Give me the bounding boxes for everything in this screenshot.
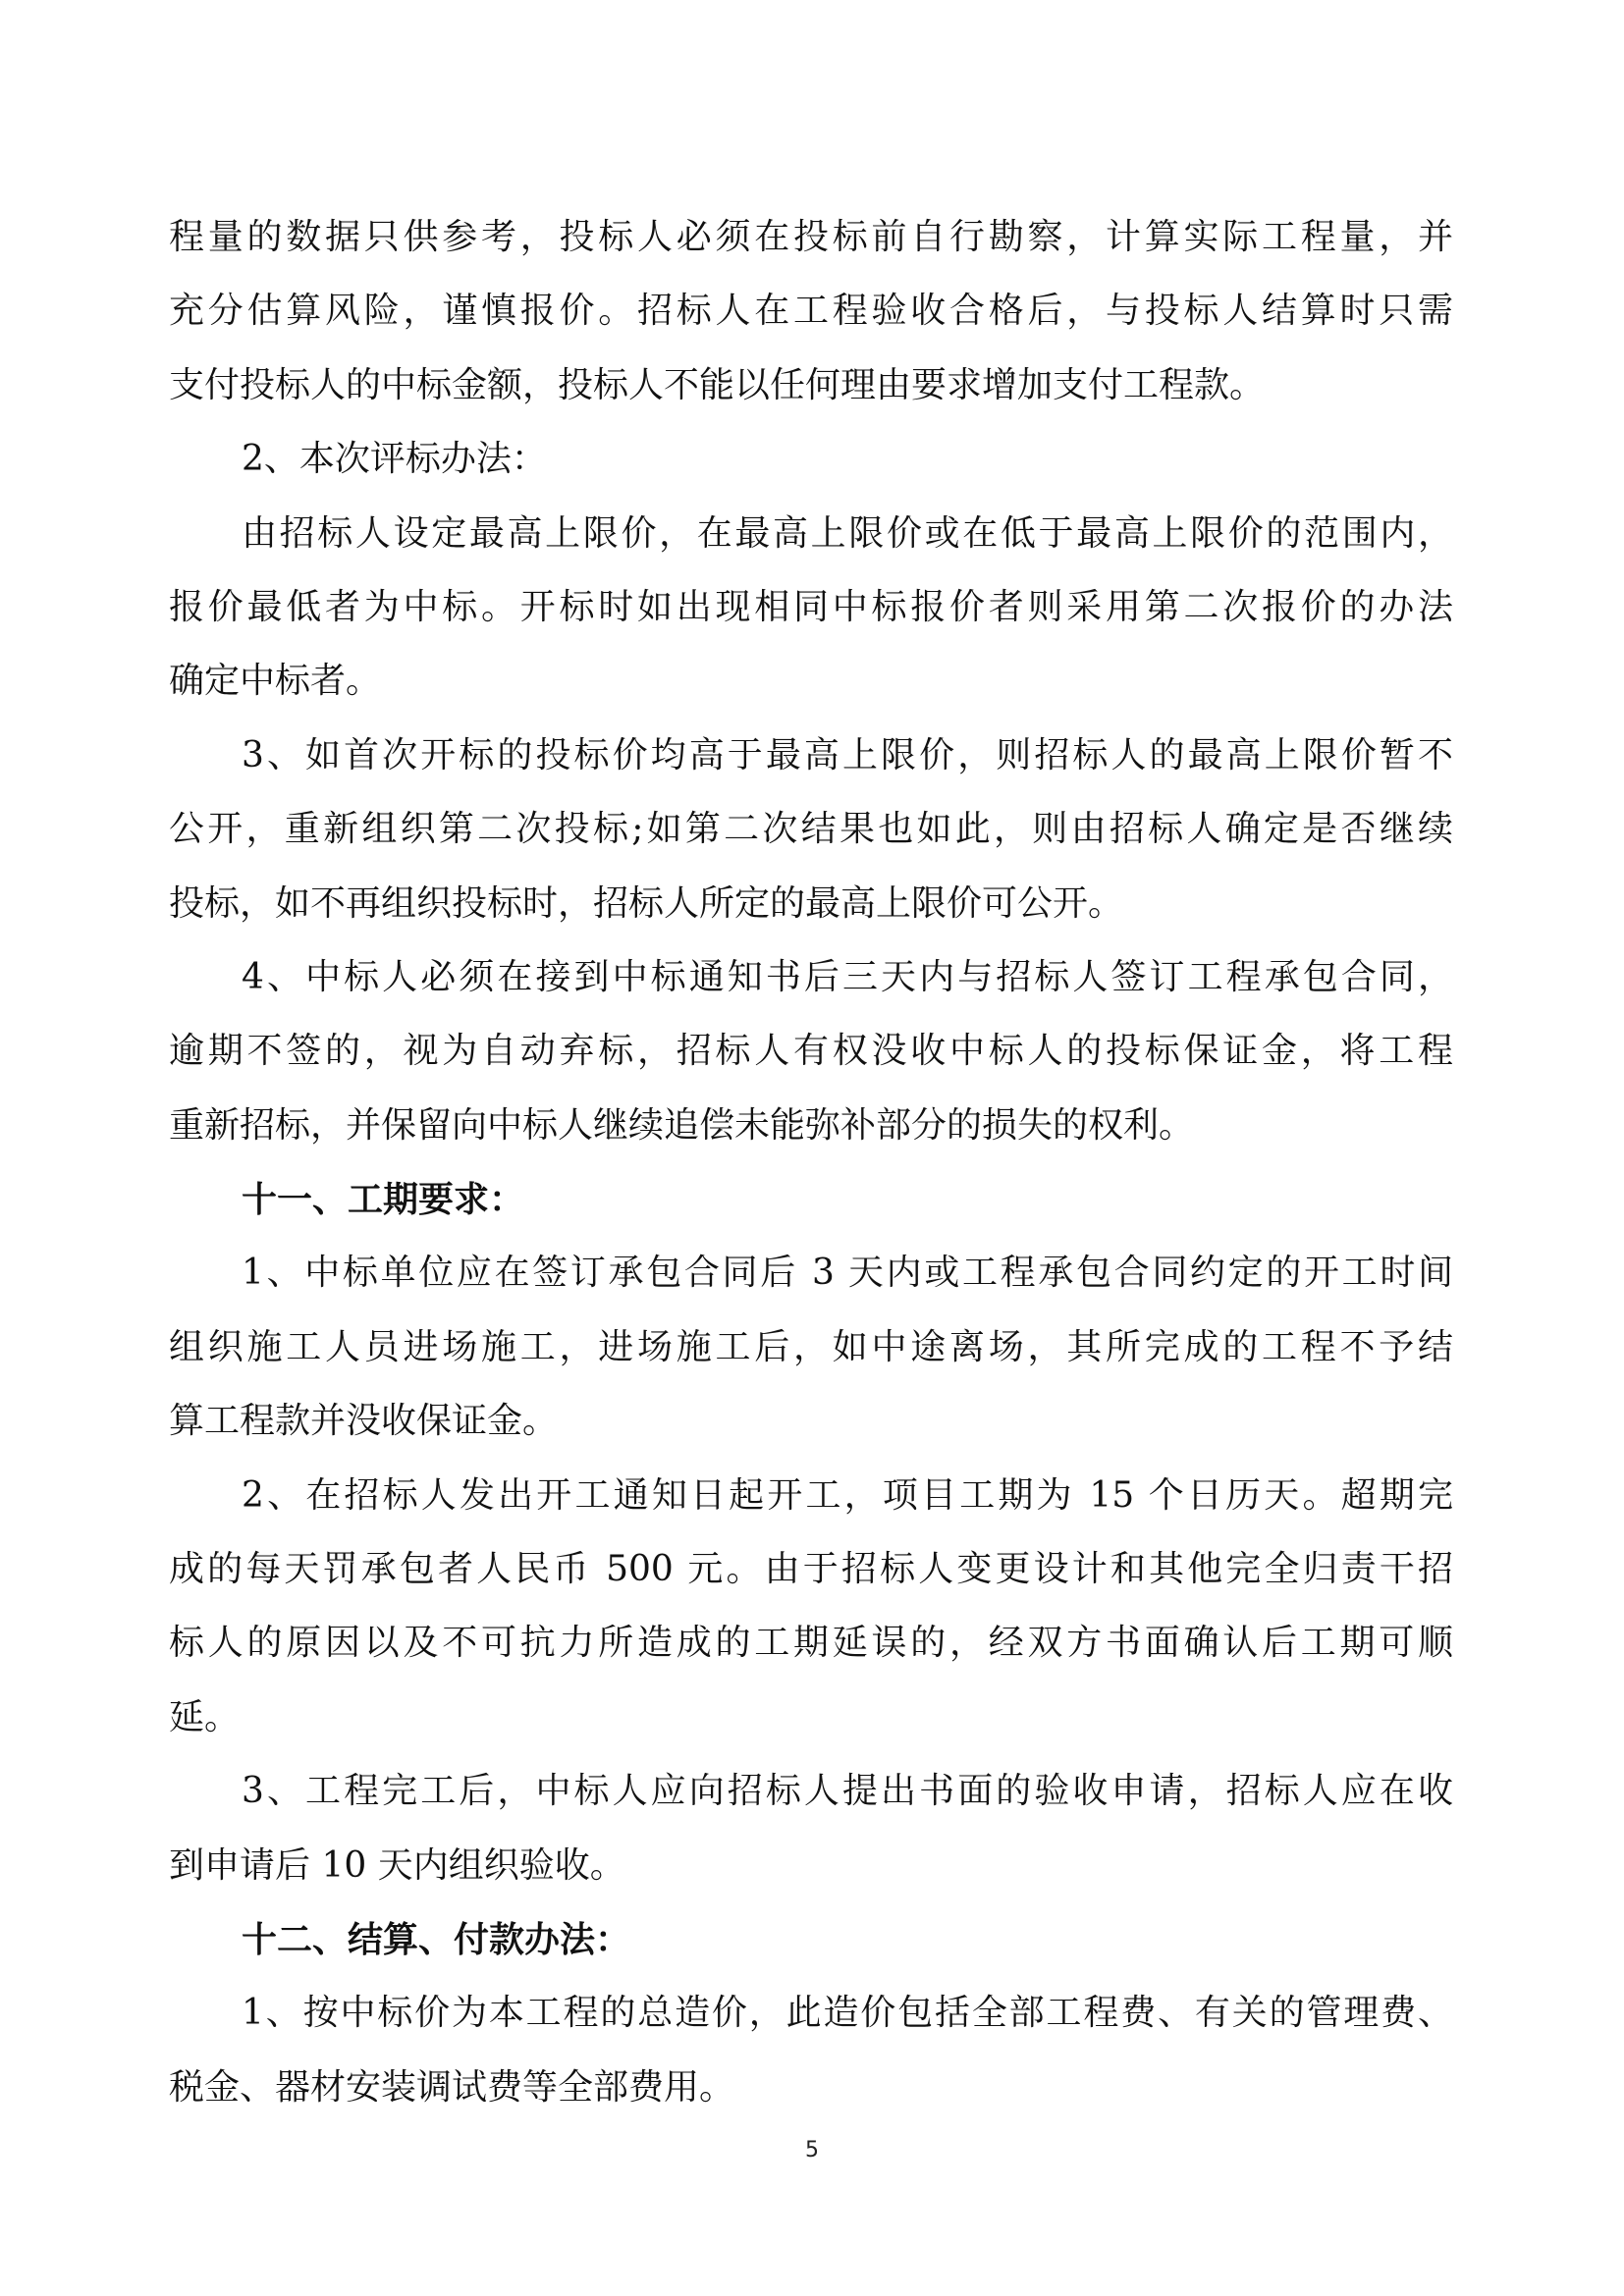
text-line: 投标，如不再组织投标时，招标人所定的最高上限价可公开。 — [169, 882, 1124, 924]
text-line: 4、中标人必须在接到中标通知书后三天内与招标人签订工程承包合同， — [242, 956, 1453, 997]
document-body — [169, 208, 1453, 2132]
text-line: 标人的原因以及不可抗力所造成的工期延误的，经双方书面确认后工期可顺 — [169, 1623, 1453, 1664]
text-line: 算工程款并没收保证金。 — [169, 1401, 559, 1442]
text-line: 报价最低者为中标。开标时如出现相同中标报价者则采用第二次报价的办法 — [169, 586, 1453, 627]
section-heading: 十二、结算、付款办法： — [242, 1918, 631, 1960]
text-line: 成的每天罚承包者人民币 500 元。由于招标人变更设计和其他完全归责干招 — [169, 1549, 1453, 1590]
text-line: 程量的数据只供参考，投标人必须在投标前自行勘察，计算实际工程量，并 — [169, 217, 1453, 257]
page-number: 5 — [805, 2138, 819, 2163]
text-line: 2、在招标人发出开工通知日起开工，项目工期为 15 个日历天。超期完 — [242, 1474, 1453, 1516]
text-line: 1、中标单位应在签订承包合同后 3 天内或工程承包合同约定的开工时间 — [242, 1253, 1453, 1294]
text-line: 税金、器材安装调试费等全部费用。 — [169, 2066, 735, 2108]
text-line: 组织施工人员进场施工，进场施工后，如中途离场，其所完成的工程不予结 — [169, 1326, 1453, 1367]
text-line: 重新招标，并保留向中标人继续追偿未能弥补部分的损失的权利。 — [169, 1104, 1195, 1146]
text-line: 2、本次评标办法： — [242, 439, 547, 480]
text-line: 公开，重新组织第二次投标;如第二次结果也如此，则由招标人确定是否继续 — [169, 809, 1453, 850]
text-line: 到申请后 10 天内组织验收。 — [169, 1844, 625, 1886]
text-line: 确定中标者。 — [169, 661, 382, 702]
text-line: 3、如首次开标的投标价均高于最高上限价，则招标人的最高上限价暂不 — [242, 734, 1453, 775]
section-heading: 十一、工期要求： — [242, 1179, 525, 1221]
text-line: 逾期不签的，视为自动弃标，招标人有权没收中标人的投标保证金，将工程 — [169, 1031, 1453, 1072]
text-line: 3、工程完工后，中标人应向招标人提出书面的验收申请，招标人应在收 — [242, 1771, 1453, 1812]
text-line: 延。 — [169, 1696, 241, 1737]
text-line: 充分估算风险，谨慎报价。招标人在工程验收合格后，与投标人结算时只需 — [169, 291, 1453, 332]
text-line: 1、按中标价为本工程的总造价，此造价包括全部工程费、有关的管理费、 — [242, 1993, 1453, 2034]
text-line: 支付投标人的中标金额，投标人不能以任何理由要求增加支付工程款。 — [169, 364, 1266, 405]
text-line: 由招标人设定最高上限价，在最高上限价或在低于最高上限价的范围内， — [242, 512, 1453, 554]
